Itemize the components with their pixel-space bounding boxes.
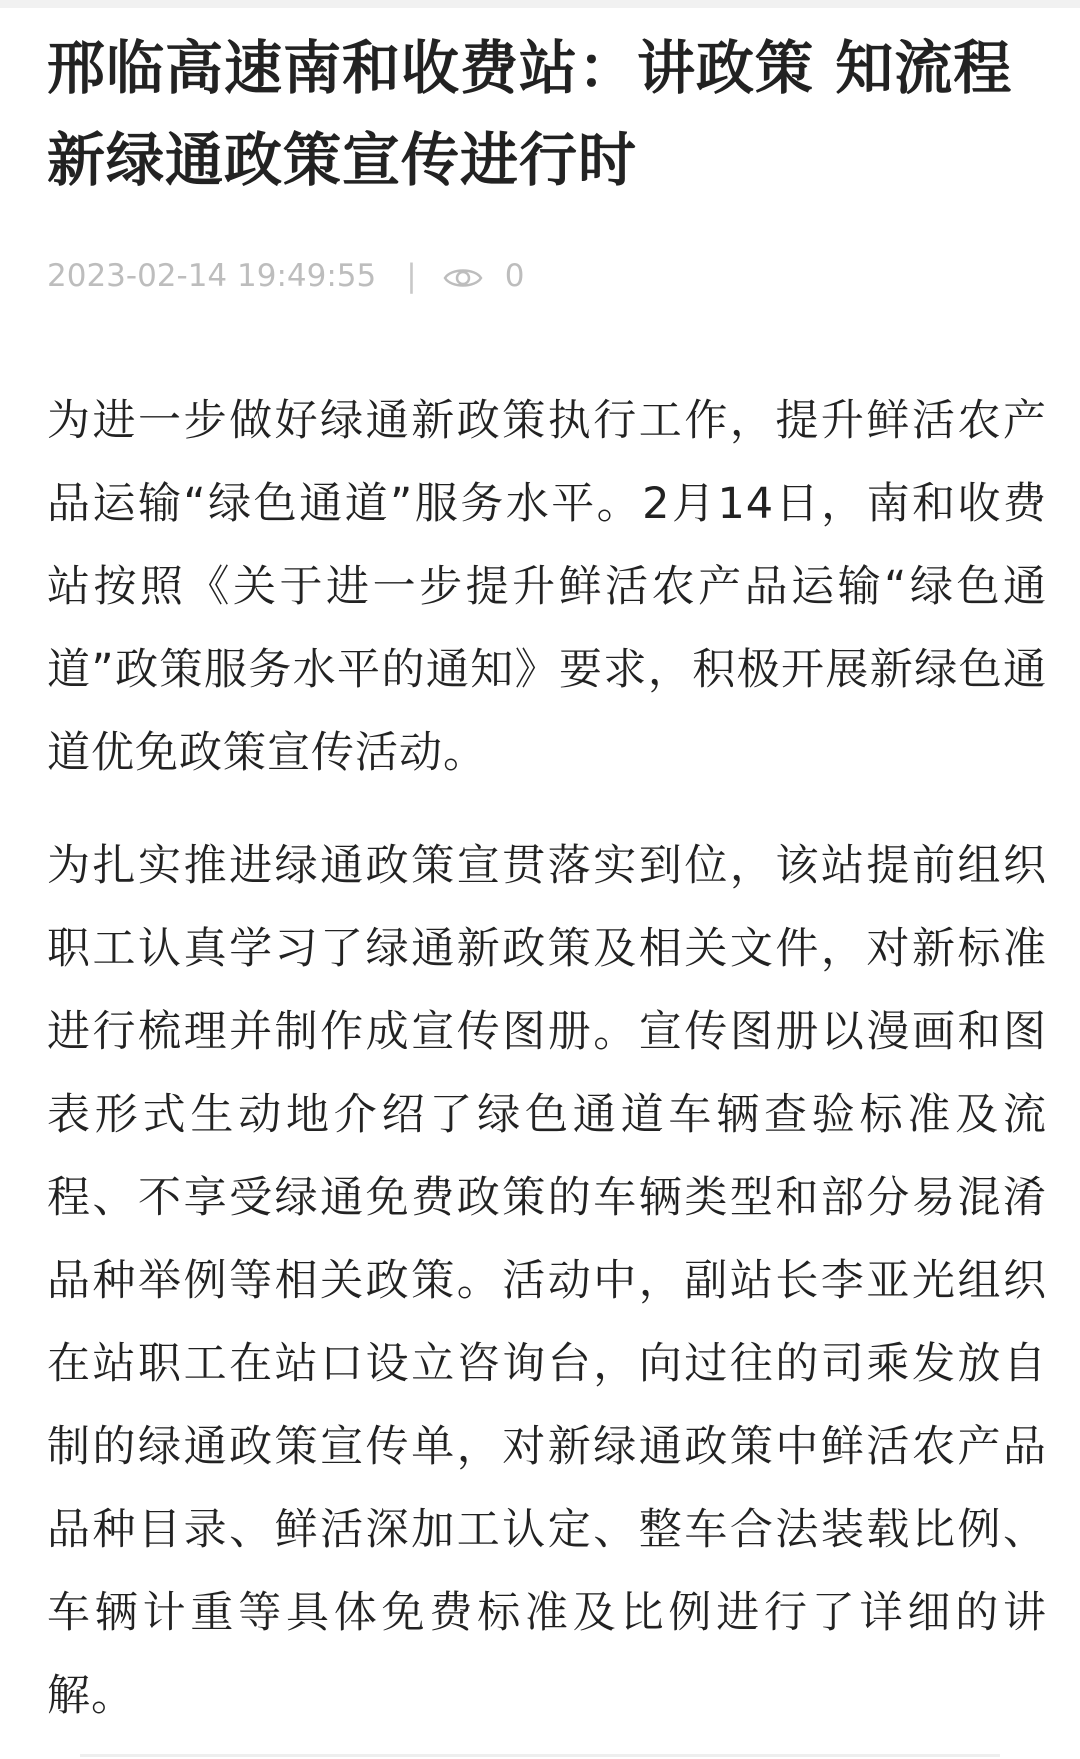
article-paragraph-2: 为扎实推进绿通政策宣贯落实到位，该站提前组织职工认真学习了绿通新政策及相关文件，对新标准进行梳理并制作成宣传图册。宣传图册以漫画和图表形式生动地介绍了绿色通道车辆查验标准及流程、不享受绿通免费政策的车辆类型和部分易混淆品种举例等相关政策。活动中，副站长李亚光组织在站职工在站口设立咨询台，向过往的司乘发放自制的绿通政策宣传单，对新绿通政策中鲜活农产品品种目录、鲜活深加工认定、整车合法装载比例、车辆计重等具体免费标准及比例进行了详细的讲解。: [47, 841, 1047, 1721]
top-strip: [0, 0, 1080, 8]
article-meta: [47, 256, 1047, 296]
article-title: 邢临高速南和收费站：讲政策 知流程 新绿通政策宣传进行时: [47, 34, 1013, 194]
meta-divider: |: [406, 258, 417, 294]
bottom-divider: [80, 1754, 1000, 1757]
article: [47, 22, 1047, 1738]
article-paragraph-1: 为进一步做好绿通新政策执行工作，提升鲜活农产品运输“绿色通道”服务水平。2月14日，南和收费站按照《关于进一步提升鲜活农产品运输“绿色通道”政策服务水平的通知》要求，积极开展新绿色通道优免政策宣传活动。: [47, 396, 1047, 778]
publish-timestamp: 2023-02-14 19:49:55: [47, 258, 377, 294]
view-count: 0: [504, 258, 525, 294]
eye-icon: [443, 263, 483, 289]
